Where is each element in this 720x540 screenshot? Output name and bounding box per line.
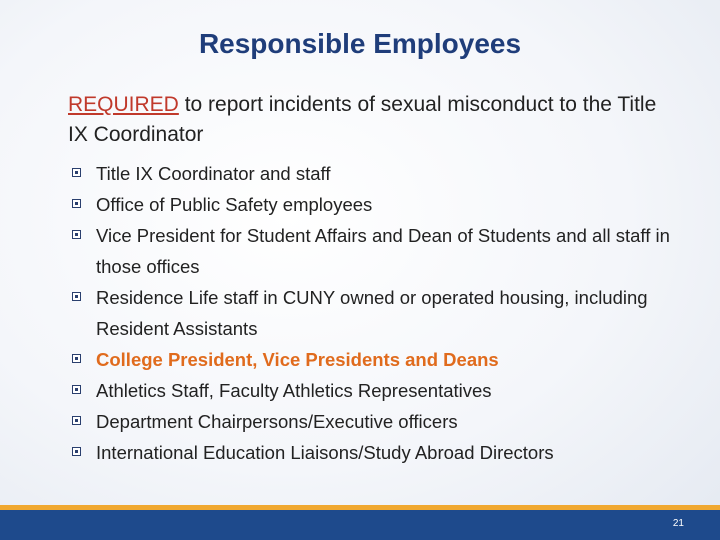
bullet-item: Residence Life staff in CUNY owned or operated housing, including Resident Assistants	[72, 282, 692, 344]
bullet-item-highlighted: College President, Vice Presidents and Deans	[72, 344, 692, 375]
square-bullet-icon	[72, 447, 81, 456]
bullet-item: Title IX Coordinator and staff	[72, 158, 692, 189]
square-bullet-icon	[72, 168, 81, 177]
square-bullet-icon	[72, 354, 81, 363]
footer-bar	[0, 510, 720, 540]
bullet-item: Department Chairpersons/Executive officers	[72, 406, 692, 437]
square-bullet-icon	[72, 230, 81, 239]
bullet-item: Office of Public Safety employees	[72, 189, 692, 220]
bullet-item: Athletics Staff, Faculty Athletics Representatives	[72, 375, 692, 406]
bullet-list	[72, 158, 692, 468]
page-number: 21	[672, 518, 684, 529]
intro-text	[68, 90, 678, 150]
bullet-item: Vice President for Student Affairs and Dean of Students and all staff in those offices	[72, 220, 692, 282]
required-label: REQUIRED	[68, 93, 179, 116]
square-bullet-icon	[72, 385, 81, 394]
square-bullet-icon	[72, 292, 81, 301]
slide-title: Responsible Employees	[198, 28, 522, 59]
square-bullet-icon	[72, 199, 81, 208]
square-bullet-icon	[72, 416, 81, 425]
intro-rest: to report incidents of sexual misconduct to the Title IX Coordinator	[68, 93, 657, 146]
bullet-item: International Education Liaisons/Study Abroad Directors	[72, 437, 692, 468]
